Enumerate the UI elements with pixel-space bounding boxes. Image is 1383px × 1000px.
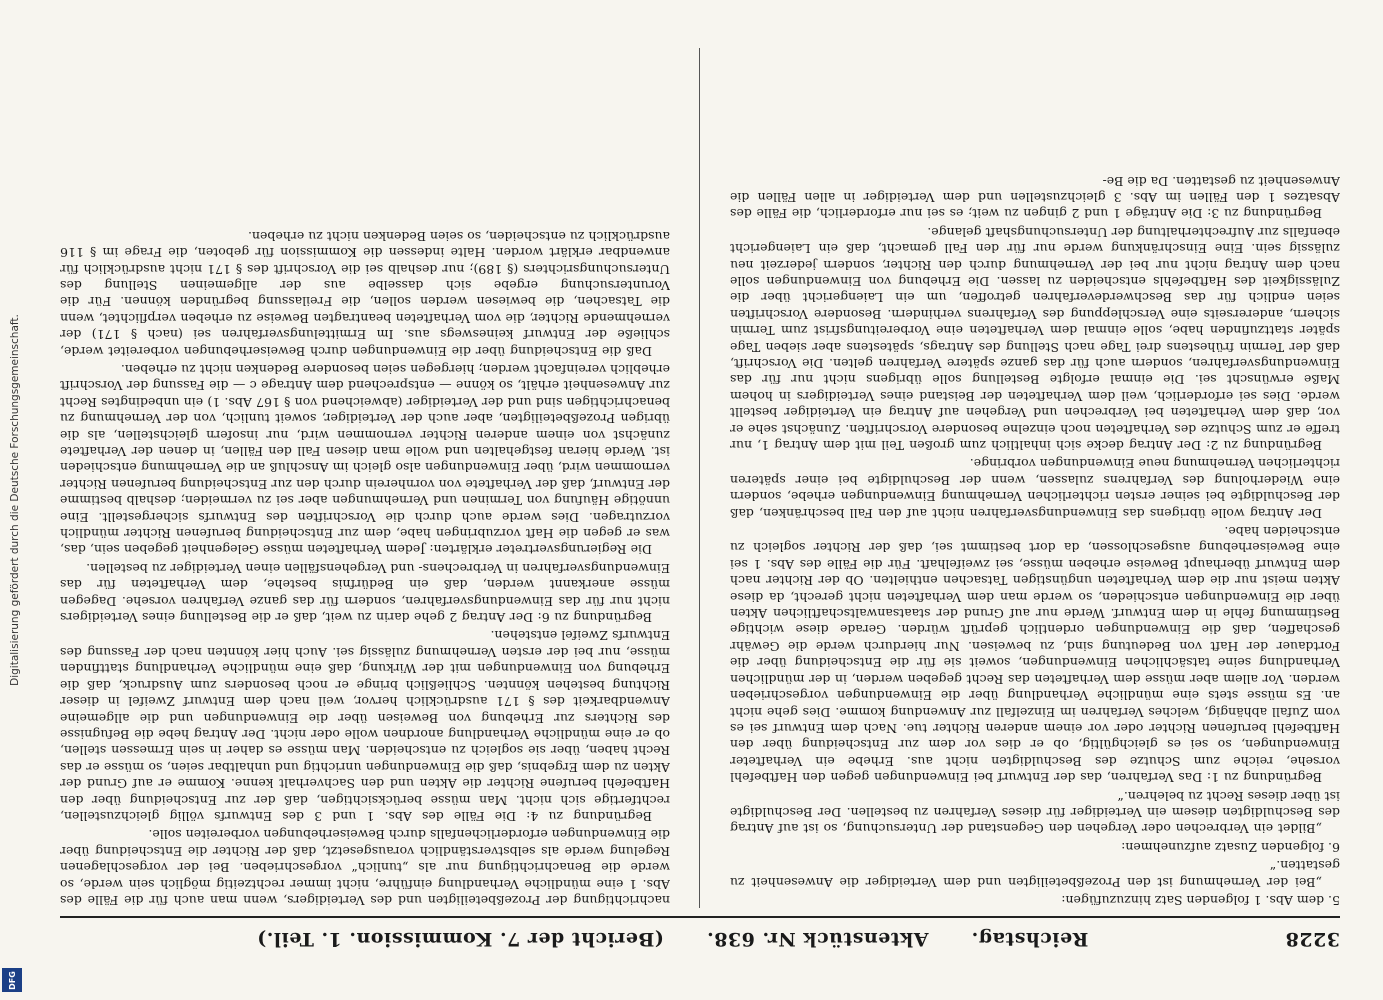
paragraph: „Bildet ein Verbrechen oder Vergehen den Gegenstand der Untersuchung, so ist auf Antrag des Beschuldigten diesem ein Verteidiger für dieses Verfahren zu bestellen. Der Beschuldigte ist über dieses Recht zu belehren.“ [730, 788, 1340, 837]
paragraph: Der Antrag wolle übrigens das Einwendungsverfahren nicht auf den Fall beschränken, daß der Beschuldigte bei seiner ersten richterlichen Vernehmung Einwendungen erhebe, sondern eine Wiederholung des Verfahrens zulassen, wenn der Beschuldigte bei einer späteren richterlichen Vernehmung neue Einwendungen vorbringe. [730, 456, 1340, 521]
paragraph: Daß die Entscheidung über die Einwendungen durch Beweiserhebungen vorbereitet werde, schließe der Entwurf keineswegs aus. Im Ermittelungsverfahren sei (nach § 171) der vernehmende Richter, die vom Verhafteten beantragten Beweise zu erheben verpflichtet, wenn die Tatsachen, die bewiesen werden sollen, die Freilassung begründen können. Für die Voruntersuchung ergebe sich dasselbe aus der allgemeinen Stellung des Untersuchungsrichters (§ 189); nur deshalb sei die Vorschrift des § 171 nicht ausdrücklich für anwendbar erklärt worden. Halte indessen die Kommission für geboten, die Frage im § 116 ausdrücklich zu entscheiden, so seien Bedenken nicht zu erheben. [60, 228, 670, 359]
dfg-logo-text: DFG [7, 970, 17, 990]
left-column [730, 48, 1340, 908]
paragraph: „Bei der Vernehmung ist den Prozeßbeteiligten und dem Verteidiger die Anwesenheit zu gestatten.“ [730, 858, 1340, 890]
document-number: Aktenstück Nr. 638. [706, 928, 929, 950]
paragraph: Begründung zu 2: Der Antrag decke sich inhaltlich zum großen Teil mit dem Antrag 1, nur treffe er zum Schutze des Verhafteten noch einzelne besondere Vorschriften. Zunächst sehe er vor, daß dem Verhafteten bei Verbrechen und Vergehen auf Antrag ein Verteidiger bestellt werde. Dies sei erforderlich, weil dem Verhafteten der Beistand eines Verteidigers in hohem Maße erwünscht sei. Die einmal erfolgte Bestellung solle übrigens nicht nur für das Einwendungsverfahren, sondern auch für das ganze spätere Verfahren gelten. Die Vorschrift, daß der Termin frühestens drei Tage nach Stellung des Antrags, spätestens aber sieben Tage später stattzufinden habe, solle einmal dem Verhafteten eine Vorbereitungsfrist zum Termin sichern, andererseits eine Verschleppung des Verfahrens verhindern. Besondere Vorschriften seien endlich für das Beschwerdeverfahren getroffen, um ein Laiengericht über die Zulässigkeit des Haftbefehls entscheiden zu lassen. Die Erhebung von Einwendungen solle nach dem Antrag nicht nur bei der Vernehmung durch den Richter, sondern jederzeit neu zulässig sein. Eine Einschränkung werde nur für den Fall gemacht, daß ein Laiengericht ebenfalls zur Aufrechterhaltung der Untersuchungshaft gelange. [730, 224, 1340, 454]
header-rule [60, 916, 1340, 918]
dfg-logo [2, 968, 22, 992]
publication-name: Reichstag. [971, 928, 1089, 950]
paragraph: Begründung zu 3: Die Anträge 1 und 2 gingen zu weit; es sei nur erforderlich, die Fälle des Absatzes 1 den Fällen im Abs. 3 gleichzustellen und dem Verteidiger in allen Fällen die Anwesenheit zu gestatten. Da die Be- [730, 173, 1340, 222]
page-header [60, 920, 1340, 950]
page-number: 3228 [1285, 928, 1340, 950]
paragraph: nachrichtigung der Prozeßbeteiligten und des Verteidigers, wenn man auch für die Fälle des Abs. 1 eine mündliche Verhandlung einführe, nicht immer rechtzeitig möglich sein werde, so werde die Benachrichtigung nur als „tunlich“ vorgeschrieben. Bei der vorgeschlagenen Regelung werde als selbstverständlich vorausgesetzt, daß der Richter die Entscheidung über die Einwendungen erforderlichenfalls durch Beweiserhebungen vorbereiten solle. [60, 827, 670, 908]
digitization-note [6, 0, 24, 1000]
paragraph: Begründung zu 1: Das Verfahren, das der Entwurf bei Einwendungen gegen den Haftbefehl vorsehe, reiche zum Schutze des Beschuldigten nicht aus. Erhebe ein Verhafteter Einwendungen, so sei es gleichgültig, ob er dies vor dem zur Entscheidung über den Haftbefehl berufenen Richter oder vor einem anderen Richter tue. Nach dem Entwurf sei es vom Zufall abhängig, welches Verfahren im Einzelfall zur Anwendung komme. Dies gehe nicht an. Es müsse stets eine mündliche Verhandlung über die Einwendungen vorgeschrieben werden. Vor allem aber müsse dem Verhafteten das Recht gegeben werden, in der mündlichen Verhandlung seine tatsächlichen Einwendungen, soweit sie für die Entscheidung über die Fortdauer der Haft von Bedeutung sind, zu beweisen. Nur hierdurch werde die Gewähr geschaffen, daß die Einwendungen ordentlich geprüft würden. Gerade diese wichtige Bestimmung fehle in dem Entwurf. Werde nur auf Grund der staatsanwaltschaftlichen Akten über die Einwendungen entschieden, so werde man dem Verhafteten nicht gerecht, da diese Akten meist nur die dem Verhafteten ungünstigen Tatsachen enthielten. Ob der Richter nach dem Entwurf überhaupt Beweise erheben müsse, sei zweifelhaft. Für die Fälle des Abs. 1 sei eine Beweiserhebung ausgeschlossen, da dort bestimmt sei, daß der Richter sogleich zu entscheiden habe. [730, 524, 1340, 786]
running-title [60, 928, 1285, 950]
digitization-note-text: Digitalisierung gefördert durch die Deutsche Forschungsgemeinschaft. [9, 314, 22, 686]
paragraph: Begründung zu 6: Der Antrag 2 gehe darin zu weit, daß er die Bestellung eines Verteidigers nicht nur für das Einwendungsverfahren, sondern für das ganze Verfahren vorsehe. Dagegen müsse anerkannt werden, daß ein Bedürfnis bestehe, dem Verhafteten für das Einwendungsverfahren in Verbrechens- und Vergehensfällen einen Verteidiger zu bestellen. [60, 560, 670, 626]
paragraph: 5. dem Abs. 1 folgenden Satz hinzuzufügen: [1061, 893, 1340, 908]
column-divider [699, 48, 700, 908]
report-title: (Bericht der 7. Kommission. 1. Teil.) [256, 928, 664, 950]
paragraph: Begründung zu 4: Die Fälle des Abs. 1 und 3 des Entwurfs völlig gleichzustellen, rechtfertige sich nicht. Man müsse berücksichtigen, daß der zur Entscheidung über den Haftbefehl berufene Richter die Akten und den Sachverhalt kenne. Komme er auf Grund der Akten zu dem Ergebnis, daß die Einwendungen unrichtig und unhaltbar seien, so müsse er das Recht haben, über sie sogleich zu entscheiden. Man müsse es daher in sein Ermessen stellen, ob er eine mündliche Verhandlung anordnen wolle oder nicht. Der Antrag hebe die Befugnisse des Richters zur Erhebung von Beweisen über die Einwendungen und die allgemeine Anwendbarkeit des § 171 ausdrücklich hervor, weil nach dem Entwurf Zweifel in dieser Richtung bestehen könnten. Schließlich bringe er noch besonders zum Ausdruck, daß die Erhebung von Einwendungen mit der Wirkung, daß eine mündliche Verhandlung stattfinden müsse, nur bei der ersten Vernehmung zulässig sei. Auch hier könnten nach der Fassung des Entwurfs Zweifel entstehen. [60, 628, 670, 824]
document-page [60, 40, 1340, 950]
paragraph: 6. folgenden Zusatz aufzunehmen: [1121, 839, 1340, 855]
paragraph: Die Regierungsvertreter erklärten: Jedem Verhafteten müsse Gelegenheit gegeben sein, das, was er gegen die Haft vorzubringen habe, dem zur Entscheidung berufenen Richter mündlich vorzutragen. Dies werde auch durch die Vorschriften des Entwurfs sichergestellt. Eine unnötige Häufung von Terminen und Vernehmungen aber sei zu vermeiden; deshalb bestimme der Entwurf, daß der Verhaftete von vornherein durch den zur Entscheidung berufenen Richter vernommen wird, über Einwendungen also gleich im Anschluß an die Vernehmung entschieden ist. Werde hieran festgehalten und wolle man diesen Fall den Fällen, in denen der Verhaftete zunächst von einem anderen Richter vernommen wird, nur insofern gleichstellen, als die übrigen Prozeßbeteiligten, aber auch der Verteidiger, soweit tunlich, von der Vernehmung zu benachrichtigen sind und der Verteidiger (abweichend von § 167 Abs. 1) ein unbedingtes Recht zur Anwesenheit erhält, so könne — entsprechend dem Antrage c — die Fassung der Vorschrift erheblich vereinfacht werden; hiergegen seien besondere Bedenken nicht zu erheben. [60, 362, 670, 558]
right-column [60, 48, 670, 908]
